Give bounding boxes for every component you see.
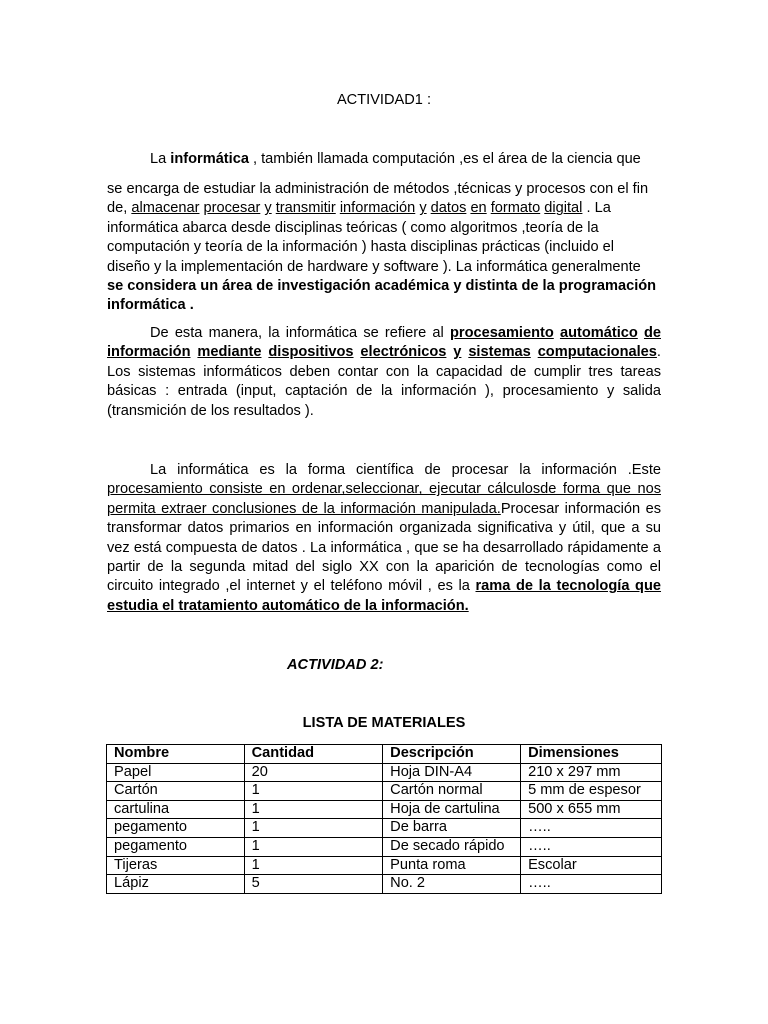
p3-intro: La informática es la forma científica de procesar la información .Este: [150, 462, 661, 478]
materials-table: [106, 744, 662, 894]
cell-nombre: Lápiz: [107, 875, 245, 894]
cell-cantidad: 1: [244, 819, 383, 838]
cell-cantidad: 1: [244, 837, 383, 856]
cell-cantidad: 5: [244, 875, 383, 894]
table-row: [107, 782, 662, 801]
paragraph-1: [107, 180, 661, 316]
p2-link-de[interactable]: de: [643, 325, 661, 341]
paragraph-2: [107, 324, 661, 421]
p1-link-datos[interactable]: datos: [430, 200, 467, 217]
p1-mid: . La informática abarca desde disciplinas teóricas ( como algoritmos ,teoría de la computación y teoría de la información ) hasta disciplinas prácticas (incluido el diseño y la implementación de hardware y software ). La informática generalmente: [107, 200, 641, 275]
table-header-row: [107, 745, 662, 764]
header-cantidad: Cantidad: [244, 745, 383, 764]
p2-link-informacion[interactable]: información: [107, 344, 191, 361]
cell-descripcion: No. 2: [383, 875, 521, 894]
paragraph-1-line-1: [107, 150, 661, 169]
page-title: ACTIVIDAD1 :: [336, 92, 432, 108]
cell-descripcion: Hoja DIN-A4: [383, 763, 521, 782]
cell-descripcion: Cartón normal: [383, 782, 521, 801]
header-descripcion: Descripción: [383, 745, 521, 764]
p1-intro: se encarga de estudiar la administración de métodos ,técnicas y procesos con el fin de,: [107, 181, 649, 217]
p1-bold-term: informática: [170, 151, 249, 167]
cell-dimensiones: 5 mm de espesor: [521, 782, 662, 801]
p1-link-y-2[interactable]: y: [419, 200, 427, 217]
p2-link-y[interactable]: y: [453, 344, 462, 361]
p1-link-procesar[interactable]: procesar: [203, 200, 261, 217]
cell-nombre: pegamento: [107, 837, 245, 856]
p1-link-formato[interactable]: formato: [490, 200, 541, 217]
p2-intro: De esta manera, la informática se refiere al: [150, 325, 450, 341]
p1-link-en[interactable]: en: [470, 200, 487, 217]
p2-link-mediante[interactable]: mediante: [197, 344, 262, 361]
p2-link-sistemas[interactable]: sistemas: [468, 344, 531, 361]
cell-descripcion: Punta roma: [383, 856, 521, 875]
p1-text-a: La: [150, 151, 171, 167]
table-row: [107, 763, 662, 782]
cell-cantidad: 1: [244, 782, 383, 801]
p3-mid: Procesar información es transformar datos primarios en información organizada significativa y útil, que a su vez está compuesta de datos . La informática , que se ha desarrollado rápidamente a partir de la segunda mitad del siglo XX con la aparición de tecnologías como el circuito integrado ,el internet y el teléfono móvil , es la: [107, 500, 661, 595]
cell-nombre: cartulina: [107, 800, 245, 819]
materials-list-title: LISTA DE MATERIALES: [302, 715, 466, 731]
p3-bold-underlined: rama de la tecnología que estudia el tratamiento automático de la información.: [107, 578, 662, 614]
cell-descripcion: De barra: [383, 819, 521, 838]
p2-link-electronicos[interactable]: electrónicos: [360, 344, 447, 361]
activity-2-heading: ACTIVIDAD 2:: [287, 657, 384, 673]
p1-text-c: , también llamada computación ,es el área de la ciencia que: [248, 151, 641, 167]
table-row: [107, 837, 662, 856]
p1-bold-conclusion: se considera un área de investigación académica y distinta de la programación informática .: [107, 278, 657, 314]
cell-cantidad: 1: [244, 800, 383, 819]
table-row: [107, 875, 662, 894]
p2-link-automatico[interactable]: automático: [559, 325, 638, 341]
p2-link-computacionales[interactable]: computacionales: [537, 344, 657, 361]
cell-cantidad: 1: [244, 856, 383, 875]
p1-link-y[interactable]: y: [264, 200, 272, 217]
cell-dimensiones: 500 x 655 mm: [521, 800, 662, 819]
cell-nombre: Cartón: [107, 782, 245, 801]
cell-descripcion: De secado rápido: [383, 837, 521, 856]
p2-link-dispositivos[interactable]: dispositivos: [268, 344, 354, 361]
p2-link-procesamiento[interactable]: procesamiento: [449, 325, 554, 341]
cell-dimensiones: Escolar: [521, 856, 662, 875]
table-row: [107, 856, 662, 875]
paragraph-3: [107, 461, 661, 616]
cell-cantidad: 20: [244, 763, 383, 782]
table-row: [107, 800, 662, 819]
table-row: [107, 819, 662, 838]
p1-link-transmitir[interactable]: transmitir: [275, 200, 336, 217]
p3-underlined: procesamiento consiste en ordenar,seleccionar, ejecutar cálculosde forma que nos permita extraer conclusiones de la información manipulada.: [107, 481, 661, 517]
cell-nombre: pegamento: [107, 819, 245, 838]
header-dimensiones: Dimensiones: [521, 745, 662, 764]
header-nombre: Nombre: [107, 745, 245, 764]
cell-dimensiones: …..: [521, 837, 662, 856]
cell-nombre: Tijeras: [107, 856, 245, 875]
cell-dimensiones: …..: [521, 819, 662, 838]
cell-dimensiones: 210 x 297 mm: [521, 763, 662, 782]
cell-nombre: Papel: [107, 763, 245, 782]
cell-dimensiones: …..: [521, 875, 662, 894]
p1-link-digital[interactable]: digital: [544, 200, 583, 217]
cell-descripcion: Hoja de cartulina: [383, 800, 521, 819]
p1-link-almacenar[interactable]: almacenar: [131, 200, 200, 217]
p2-rest: . Los sistemas informáticos deben contar con la capacidad de cumplir tres tareas básicas : entrada (input, captación de la información ), procesamiento y salida (transmición de los resultados ).: [107, 344, 661, 419]
p1-link-informacion[interactable]: información: [339, 200, 416, 217]
